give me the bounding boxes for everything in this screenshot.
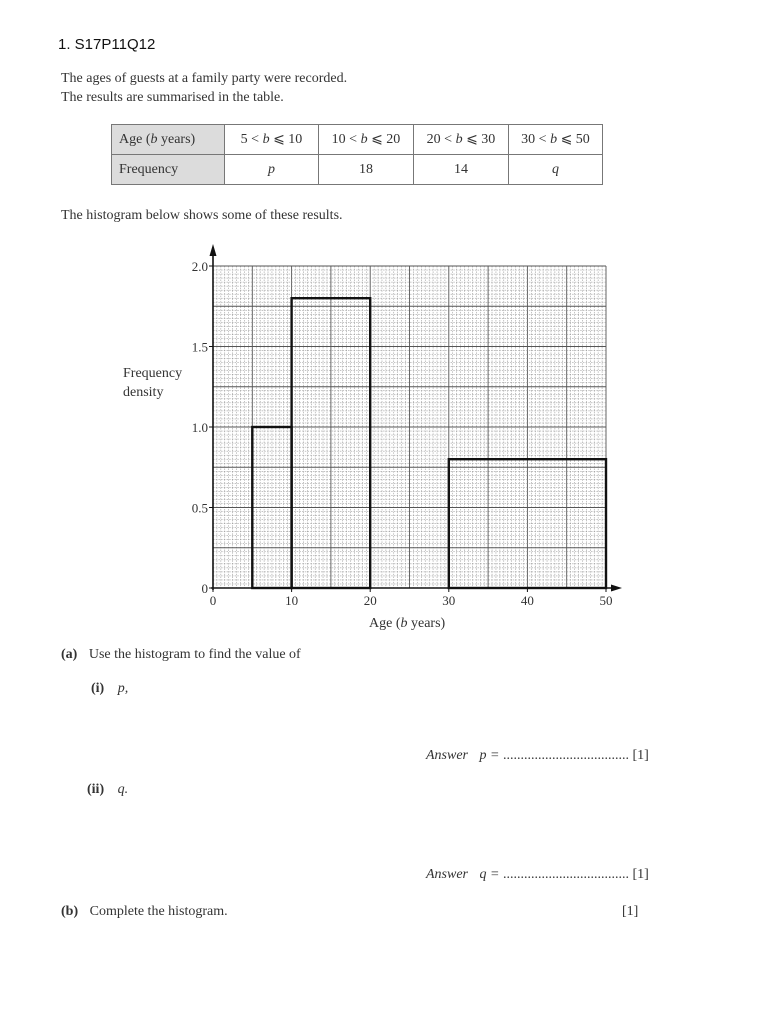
frequency-cell-2: 18 (319, 155, 414, 185)
age-class-2: 10 < b ⩽ 20 (319, 125, 414, 155)
part-b-text: Complete the histogram. (89, 904, 228, 919)
x-tick-label: 30 (442, 593, 456, 608)
part-a-ii-text: q. (117, 782, 129, 797)
part-a-i-text: p, (117, 681, 129, 696)
answer-label-p: Answer (426, 748, 468, 763)
part-a-ii-label: (ii) (87, 782, 105, 797)
answer-var-p: p = (479, 748, 500, 763)
x-axis-label: Age (b years) (369, 616, 446, 631)
answer-label-q: Answer (426, 867, 468, 882)
y-axis-arrow-icon (210, 244, 217, 256)
answer-line-p (426, 748, 649, 764)
y-tick-label: 1.5 (191, 339, 208, 355)
frequency-cell-3: 14 (414, 155, 509, 185)
y-tick-label: 2.0 (191, 259, 208, 274)
histogram-intro: The histogram below shows some of these results. (61, 208, 343, 223)
marks-a-ii: [1] (632, 867, 649, 882)
x-tick-label: 50 (599, 593, 613, 608)
y-tick-label: 0 (201, 581, 208, 596)
answer-field-p[interactable]: .................................... (502, 748, 629, 763)
answer-field-q[interactable]: .................................... (502, 867, 629, 882)
answer-line-q (426, 867, 649, 883)
part-a-i (91, 681, 128, 697)
part-a (61, 647, 301, 663)
x-axis-arrow-icon (611, 585, 622, 592)
part-a-i-label: (i) (91, 681, 105, 696)
marks-b: [1] (622, 904, 639, 919)
age-class-4: 30 < b ⩽ 50 (509, 125, 603, 155)
y-tick-label: 0.5 (191, 500, 208, 516)
frequency-cell-1: p (225, 155, 319, 185)
x-tick-label: 0 (209, 593, 217, 608)
age-class-1: 5 < b ⩽ 10 (225, 125, 319, 155)
x-tick-label: 20 (363, 593, 377, 608)
intro-line-1: The ages of guests at a family party were recorded. (61, 71, 348, 86)
part-a-label: (a) (61, 647, 78, 662)
row-label-frequency: Frequency (112, 155, 225, 185)
part-b (61, 904, 228, 920)
y-tick-label: 1.0 (191, 420, 208, 435)
x-tick-label: 10 (285, 593, 299, 608)
frequency-cell-4: q (509, 155, 603, 185)
x-tick-label: 40 (520, 593, 534, 608)
part-a-ii (87, 782, 128, 798)
part-a-text: Use the histogram to find the value of (88, 647, 301, 662)
y-axis-label-line-1: Frequency (123, 366, 183, 381)
y-axis-label-line-2: density (123, 385, 164, 400)
intro-line-2: The results are summarised in the table. (61, 90, 284, 105)
question-heading: 1. S17P11Q12 (58, 36, 156, 53)
part-b-label: (b) (61, 904, 79, 919)
marks-a-i: [1] (632, 748, 649, 763)
answer-var-q: q = (479, 867, 500, 882)
age-class-3: 20 < b ⩽ 30 (414, 125, 509, 155)
row-label-age: Age (b years) (112, 125, 225, 155)
